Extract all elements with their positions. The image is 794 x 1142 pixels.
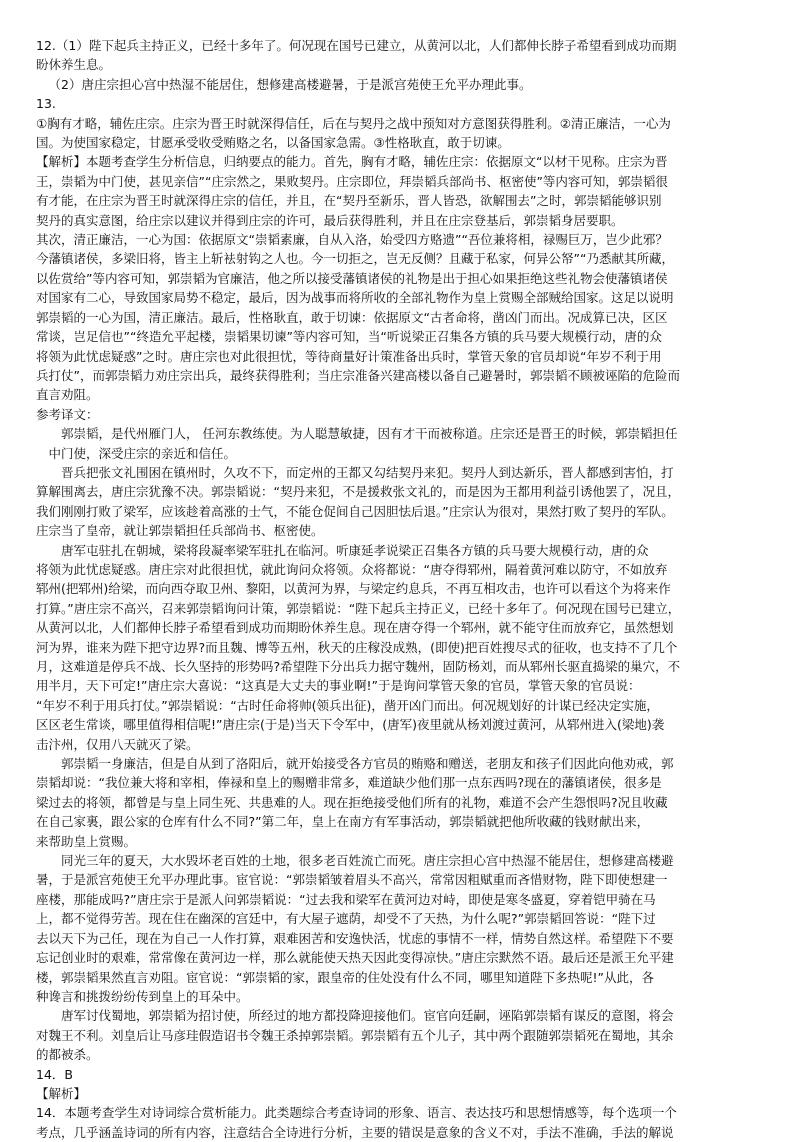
text-line: 以佐赏给”等内容可知，郭崇韬为官廉洁，他之所以接受藩镇诸侯的礼物是出于担心如果拒绝这些礼物会使藩镇诸侯 <box>36 270 668 286</box>
text-line: 从黄河以北，人们都伸长脖子希望看到成功而期盼休养生息。现在唐夺得一个郓州，就不能守住而放弃它，虽然想划 <box>36 620 674 636</box>
text-line: 兵打仗”，而郭崇韬力劝庄宗出兵，最终获得胜利；当庄宗准备兴建高楼以备自己避暑时，郭崇韬不顾被诬陷的危险而 <box>36 367 680 383</box>
text-line: 郭崇韬的一心为国，清正廉洁。最后，性格耿直，敢于切谏：依据原文“古者命将，凿凶门而出。况成算已决，区区 <box>36 309 668 325</box>
answer-line: 14．B <box>36 1066 73 1082</box>
text-line: 盼休养生息。 <box>36 57 112 73</box>
text-line: 【解析】本题考查学生分析信息，归纳要点的能力。首先，胸有才略，辅佐庄宗：依据原文“以材干见称。庄宗为晋 <box>36 154 668 170</box>
text-line: 有才能，在庄宗为晋王时就深得庄宗的信任，并且，在“契丹至新乐，晋人皆恐，欲解围去”之时，郭崇韬能够识别 <box>36 193 662 209</box>
text-line: 梁过去的将领，都曾是与皇上同生死、共患难的人。现在拒绝接受他们所有的礼物，难道不会产生怨恨吗?况且收藏 <box>36 794 668 810</box>
text-line: 郓州(把郓州)给梁，而向西夺取卫州、黎阳，以黄河为界，与梁定约息兵，不再互相攻击，也许可以看这个为将来作 <box>36 581 671 597</box>
text-line: 今藩镇诸侯，多梁旧将，皆主上斩袪射钩之人也。今一切拒之，岂无反侧？且藏于私家，何异公帑”“乃悉献其所藏， <box>36 251 674 267</box>
text-line: 考点，几乎涵盖诗词的所有内容，注意结合全诗进行分析，主要的错误是意象的含义不对，手法不准确，手法的解说 <box>36 1124 674 1140</box>
text-line: 对国家有二心，导致国家局势不稳定，最后，因为战事而将所收的全部礼物作为皇上赏赐全部贼给国家。这足以说明 <box>36 290 674 306</box>
text-line: 上，都不觉得劳苦。现在住在幽深的宫廷中，有大屋子遮荫，却受不了天热，为什么呢?”郭崇韬回答说：“陛下过 <box>36 911 656 927</box>
text-line: 暑，于是派宫苑使王允平办理此事。宦官说：“郭崇韬皱着眉头不高兴，常常因粗赋重而吝惜财物，陛下即使想建一 <box>36 872 668 888</box>
text-line: 打算。”唐庄宗不高兴，召来郭崇韬询问计策，郭崇韬说：“陛下起兵主持正义，已经十多年了。何况现在国号已建立， <box>36 600 681 616</box>
text-line: 河为界，谁来为陛下把守边界?而且魏、博等五州，秋天的庄稼没成熟，(即使)把百姓搜尽式的征收，也支持不了几个 <box>36 639 678 655</box>
text-line: 将领为此忧虑疑惑”之时。唐庄宗也对此很担忧，等待商量好计策准备出兵时，掌管天象的官员却说“年岁不利于用 <box>36 348 662 364</box>
text-line: 将领为此忧虑疑惑。唐庄宗对此很担忧，就此询问众将领。众将都说：“唐夺得郓州，隔着黄河难以防守，不如放弃 <box>36 561 668 577</box>
text-line: 同光三年的夏天，大水毁坏老百姓的土地，很多老百姓流亡而死。唐庄宗担心宫中热湿不能居住，想修建高楼避 <box>61 853 674 869</box>
text-line: 来帮助皇上赏赐。 <box>36 833 137 849</box>
text-line: 用半月，天下可定!”唐庄宗大喜说：“这真是大丈夫的事业啊!”于是询问掌管天象的官员，掌管天象的官员说： <box>36 678 641 694</box>
text-line: 在自己家裏，跟公家的仓库有什么不同?”第二年，皇上在南方有军事活动，郭崇韬就把他所收藏的钱财献出来， <box>36 814 650 830</box>
text-line: 常谈，岂足信也”“终造允平起楼，崇韬果切谏”等内容可知，当“听说梁正召集各方镇的兵马要大规模行动，唐的众 <box>36 329 662 345</box>
text-line: 晋兵把张文礼围困在镇州时，久攻不下，而定州的王都又勾结契丹来犯。契丹人到达新乐，晋人都感到害怕，打 <box>61 464 674 480</box>
text-line: （2）唐庄宗担心宫中热湿不能居住，想修建高楼避暑，于是派宫苑使王允平办理此事。 <box>48 76 532 92</box>
text-line: 我们刚刚打败了梁军，应该趁着高涨的士气，不能仓促间自己因胆怯后退。”庄宗认为很对，果然打败了契丹的军队。 <box>36 503 674 519</box>
text-line: 唐军讨伐蜀地，郭崇韬为招讨使，所经过的地方都投降迎接他们。宦官向廷嗣，诬陷郭崇韬有谋反的意图，将会 <box>61 1008 674 1024</box>
text-line: 对魏王不利。刘皇后让马彦珪假造诏书令魏王杀掉郭崇韬。郭崇韬有五个儿子，其中两个跟随郭崇韬死在蜀地，其余 <box>36 1027 674 1043</box>
text-line: 庄宗当了皇帝，就让郭崇韬担任兵部尚书、枢密使。 <box>36 523 324 539</box>
text-line: 忘记创业时的艰难，常常像在黄河边一样，那么就能使天热天因此变得凉快。”唐庄宗默然不语。最后还是派王允平建 <box>36 950 674 966</box>
text-line: 国。为使国家稳定，甘愿承受收受贿赂之名，以备国家急需。③性格耿直，敢于切谏。 <box>36 135 510 151</box>
text-line: 中门使，深受庄宗的亲近和信任。 <box>48 445 237 461</box>
text-line: 击汴州，仅用八天就灭了梁。 <box>36 736 199 752</box>
text-line: 种谗言和挑拨纷纷传到皇上的耳朵中。 <box>36 988 249 1004</box>
text-line: 契丹的真实意图，给庄宗以建议并得到庄宗的许可，最后获得胜利，并且在庄宗登基后，郭崇韬身居要职。 <box>36 212 624 228</box>
text-line: 13. <box>36 96 56 112</box>
text-line: 崇韬却说：“我位兼大将和宰相，俸禄和皇上的赐赠非常多，难道缺少他们那一点东西吗?现在的藩镇诸侯，很多是 <box>36 775 662 791</box>
text-line: ①胸有才略，辅佐庄宗。庄宗为晋王时就深得信任，后在与契丹之战中预知对方意图获得胜利。②清正廉洁，一心为 <box>36 115 671 131</box>
text-line: 去以天下为己任，现在为自己一人作打算，艰难困苦和安逸快活，忧虑的事情不一样，情势自然这样。希望陛下不要 <box>36 930 674 946</box>
text-line: 唐军屯驻扎在朝城，梁将段凝率梁军驻扎在临河。听康延孝说梁正召集各方镇的兵马要大规模行动，唐的众 <box>61 542 649 558</box>
text-line: 的都被杀。 <box>36 1047 99 1063</box>
text-line: 直言劝阻。 <box>36 387 99 403</box>
text-line: 其次，清正廉洁，一心为国：依据原文“崇韬素廉，自从入洛，始受四方赂遗”“吾位兼将相，禄赐巨万，岂少此邪？ <box>36 232 668 248</box>
text-line: 算解围离去，唐庄宗犹豫不决。郭崇韬说：“契丹来犯，不是援救张文礼的，而是因为王都用利益引诱他罢了，况且， <box>36 484 680 500</box>
text-line: 14．本题考查学生对诗词综合赏析能力。此类题综合考查诗词的形象、语言、表达技巧和思想情感等，每个选项一个 <box>36 1105 677 1121</box>
text-line: 王，崇韬为中门使，甚见亲信”“庄宗然之，果败契丹。庄宗即位，拜崇韬兵部尚书、枢密使”等内容可知，郭崇韬很 <box>36 173 668 189</box>
section-heading: 参考译文： <box>36 406 99 422</box>
text-line: 座楼，那能成吗?”唐庄宗于是派人问郭崇韬说：“过去我和梁军在黄河边对峙，即使是寒冬盛夏，穿着铠甲骑在马 <box>36 891 656 907</box>
text-line: “年岁不利于用兵打仗。”郭崇韬说：“古时任命将帅(领兵出征)，凿开凶门而出。何况规划好的计谋已经决定实施， <box>36 697 659 713</box>
text-line: 月，这难道是停兵不战、长久坚持的形势吗?希望陛下分出兵力据守魏州，固防杨刘，而从郓州长驱直捣梁的巢穴，不 <box>36 659 681 674</box>
text-line: 郭崇韬一身廉洁，但是自从到了洛阳后，就开始接受各方官员的贿赂和赠送，老朋友和孩子们因此向他劝戒，郭 <box>61 756 674 772</box>
text-line: 郭崇韬，是代州雁门人， 任河东教练使。为人聪慧敏捷，因有才干而被称道。庄宗还是晋王的时候，郭崇韬担任 <box>61 426 678 442</box>
text-line: 楼，郭崇韬果然直言劝阻。宦官说：“郭崇韬的家，跟皇帝的住处没有什么不同，哪里知道陛下多热呢!”从此，各 <box>36 969 654 985</box>
section-heading: 【解析】 <box>36 1085 87 1101</box>
text-line: 区区老生常谈，哪里值得相信呢!”唐庄宗(于是)当天下令军中，(唐军)夜里就从杨刘渡过黄河，从郓州进入(梁地)袭 <box>36 717 665 733</box>
text-line: 12.（1）陛下起兵主持正义，已经十多年了。何况现在国号已建立，从黄河以北，人们都伸长脖子希望看到成功而期 <box>36 38 677 53</box>
